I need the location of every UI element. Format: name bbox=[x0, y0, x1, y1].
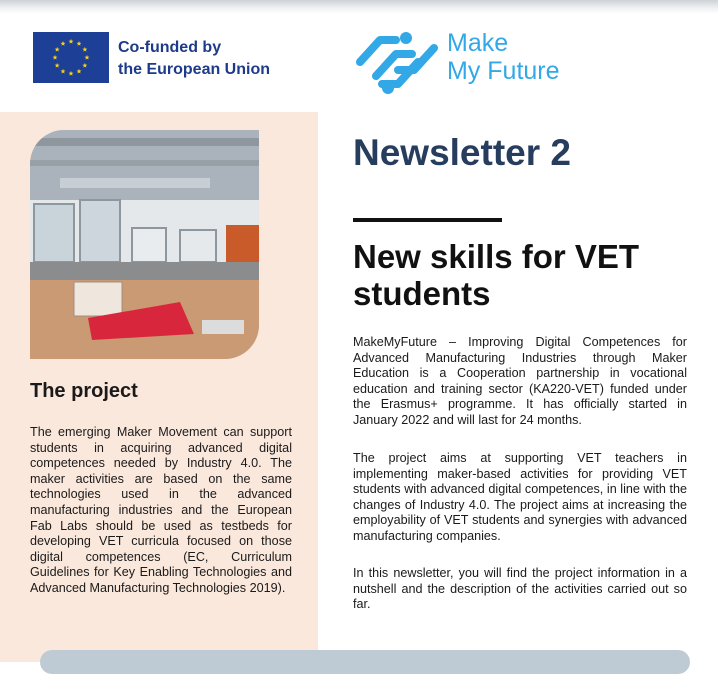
eu-star-icon bbox=[85, 55, 90, 60]
bottom-strip bbox=[40, 650, 690, 674]
makemyfuture-wordmark bbox=[447, 29, 560, 85]
eu-star-icon bbox=[55, 63, 60, 68]
eu-star-icon bbox=[61, 41, 66, 46]
eu-line-1: Co-funded by bbox=[118, 39, 222, 56]
eu-stars bbox=[33, 32, 109, 83]
paragraph-intro: MakeMyFuture – Improving Digital Competences for Advanced Manufacturing Industries through Maker Education is a Cooperation partnership in vocational education and training sector (KA220-VET) funded under the Erasmus+ programme. It has officially started in January 2022 and will last for 24 months. bbox=[353, 335, 687, 427]
title-divider bbox=[353, 218, 502, 222]
paragraph-aims: The project aims at supporting VET teachers in implementing maker-based activities for providing VET students with advanced digital competences, in line with the changes of Industry 4.0. The project aims at increasing the employability of VET students and synergies with advanced manufacturing companies. bbox=[353, 451, 687, 543]
eu-line-2: the European Union bbox=[118, 61, 270, 78]
newsletter-title: Newsletter 2 bbox=[353, 132, 571, 173]
project-description: The emerging Maker Movement can support students in acquiring advanced digital competences needed by Industry 4.0. The maker activities are based on the same technologies used in the advanced manufacturing industries and the European Fab Labs should be used as testbeds for developing VET curricula focused on those digital competences (EC, Curriculum Guidelines for Key Enabling Technologies and Advanced Manufacturing Technologies 2019). bbox=[30, 425, 292, 595]
fablab-photo bbox=[30, 130, 259, 359]
eu-flag-icon bbox=[33, 32, 109, 83]
project-heading: The project bbox=[30, 380, 138, 402]
fablab-photo-image bbox=[30, 130, 259, 359]
logo-line-1: Make bbox=[447, 29, 509, 57]
makemyfuture-logo-icon bbox=[352, 24, 442, 100]
eu-star-icon bbox=[82, 47, 87, 52]
paragraph-newsletter: In this newsletter, you will find the project information in a nutshell and the description of the activities carried out so far. bbox=[353, 566, 687, 612]
project-panel bbox=[0, 112, 318, 662]
eu-star-icon bbox=[69, 39, 74, 44]
top-shadow bbox=[0, 0, 718, 14]
eu-star-icon bbox=[53, 55, 58, 60]
newsletter-subtitle: New skills for VET students bbox=[353, 238, 640, 312]
eu-star-icon bbox=[77, 69, 82, 74]
eu-star-icon bbox=[61, 69, 66, 74]
eu-star-icon bbox=[55, 47, 60, 52]
eu-star-icon bbox=[77, 41, 82, 46]
eu-star-icon bbox=[82, 63, 87, 68]
eu-star-icon bbox=[69, 71, 74, 76]
eu-cofunding-label bbox=[118, 37, 318, 81]
logo-line-2: My Future bbox=[447, 57, 560, 85]
header bbox=[0, 14, 718, 112]
